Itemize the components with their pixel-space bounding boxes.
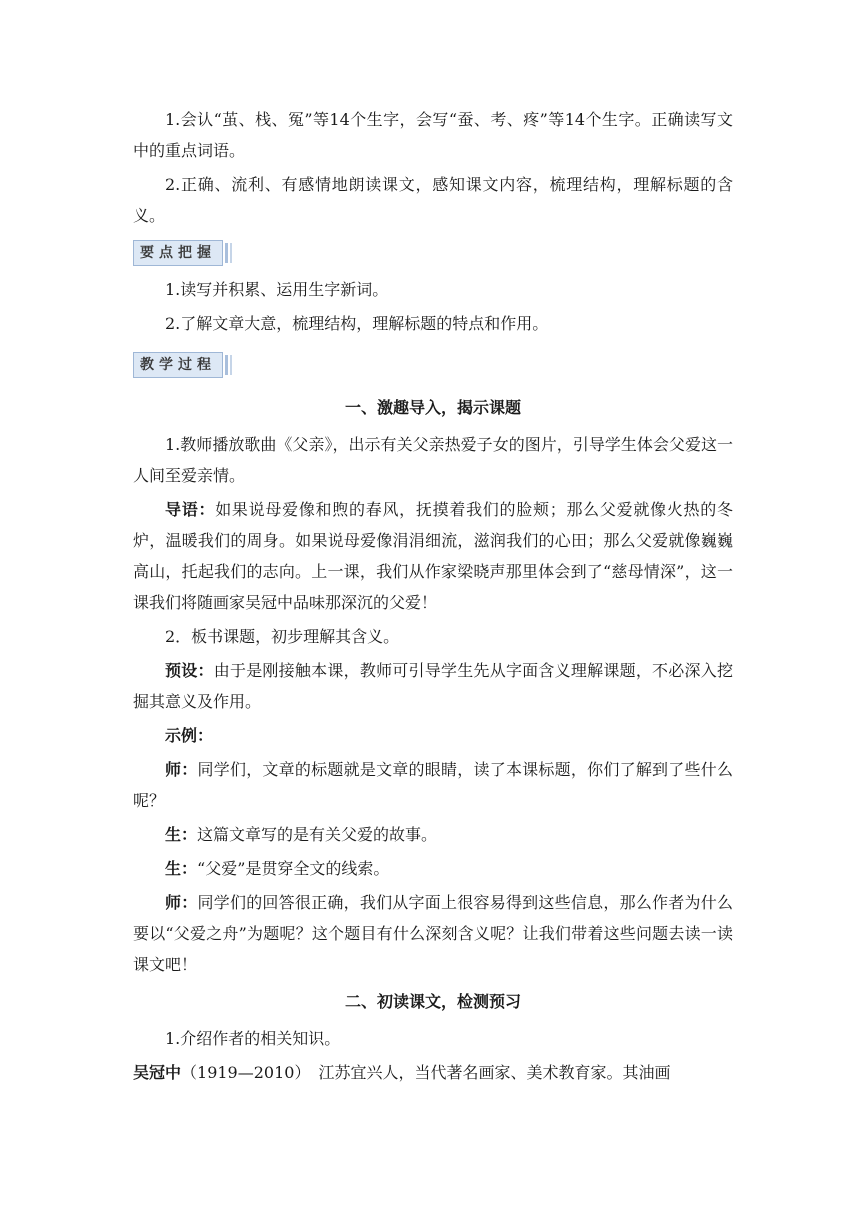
label-bar-decoration	[225, 243, 228, 263]
preset-paragraph	[133, 655, 733, 717]
teacher-line-2	[133, 887, 733, 980]
preset-text: 由于是刚接触本课，教师可引导学生先从字面含义理解课题，不必深入挖掘其意义及作用。	[133, 661, 733, 711]
intro-paragraph	[133, 494, 733, 618]
author-paragraph	[133, 1057, 733, 1088]
teacher-text: 同学们，文章的标题就是文章的眼睛，读了本课标题，你们了解到了些什么呢？	[133, 760, 733, 810]
label-bar-decoration	[225, 355, 228, 375]
teacher-label: 师：	[165, 760, 198, 779]
example-label: 示例：	[165, 726, 214, 745]
student-text: “父爱”是贯穿全文的线索。	[197, 859, 390, 878]
document-body	[133, 104, 733, 1091]
student-line-2	[133, 853, 733, 884]
key-points-label: 要点把握	[140, 245, 216, 261]
label-bar-decoration	[230, 355, 232, 375]
student-text: 这篇文章写的是有关父爱的故事。	[197, 825, 438, 844]
teacher-line-1	[133, 754, 733, 816]
example-paragraph	[133, 720, 733, 751]
key-point-1: 1.读写并积累、运用生字新词。	[165, 280, 389, 299]
key-points-label-box	[133, 240, 223, 266]
author-text: （1919—2010） 江苏宜兴人，当代著名画家、美术教育家。其油画	[181, 1063, 671, 1082]
section-1-paragraph-1: 1.教师播放歌曲《父亲》，出示有关父亲热爱子女的图片，引导学生体会父爱这一人间至爱亲情。	[133, 435, 733, 485]
student-label: 生：	[165, 859, 198, 878]
section-2-heading: 二、初读课文，检测预习	[344, 992, 521, 1011]
intro-label: 导语：	[165, 500, 216, 519]
process-label-box	[133, 352, 223, 378]
intro-text: 如果说母爱像和煦的春风，抚摸着我们的脸颊；那么父爱就像火热的冬炉，温暖我们的周身。如果说母爱像涓涓细流，滋润我们的心田；那么父爱就像巍巍高山，托起我们的志向。上一课，我们从作家梁晓声那里体会到了“慈母情深”，这一课我们将随画家吴冠中品味那深沉的父爱！	[133, 500, 733, 612]
goal-paragraph-2: 2.正确、流利、有感情地朗读课文，感知课文内容，梳理结构，理解标题的含义。	[133, 175, 733, 225]
teacher-label: 师：	[165, 893, 198, 912]
section-1-paragraph-2: 2．板书课题，初步理解其含义。	[165, 627, 400, 646]
author-name: 吴冠中	[133, 1063, 182, 1082]
section-1-heading: 一、激趣导入，揭示课题	[344, 398, 521, 417]
student-line-1	[133, 819, 733, 850]
preset-label: 预设：	[165, 661, 214, 680]
goal-paragraph-1: 1.会认“茧、栈、冤”等14个生字，会写“蚕、考、疼”等14个生字。正确读写文中的重点词语。	[133, 110, 733, 160]
label-bar-decoration	[230, 243, 232, 263]
key-point-2: 2.了解文章大意，梳理结构，理解标题的特点和作用。	[165, 314, 549, 333]
student-label: 生：	[165, 825, 198, 844]
process-label: 教学过程	[140, 357, 216, 373]
section-2-paragraph-1: 1.介绍作者的相关知识。	[165, 1029, 341, 1048]
teacher-text: 同学们的回答很正确，我们从字面上很容易得到这些信息，那么作者为什么要以“父爱之舟”为题呢？这个题目有什么深刻含义呢？让我们带着这些问题去读一读课文吧！	[133, 893, 733, 974]
